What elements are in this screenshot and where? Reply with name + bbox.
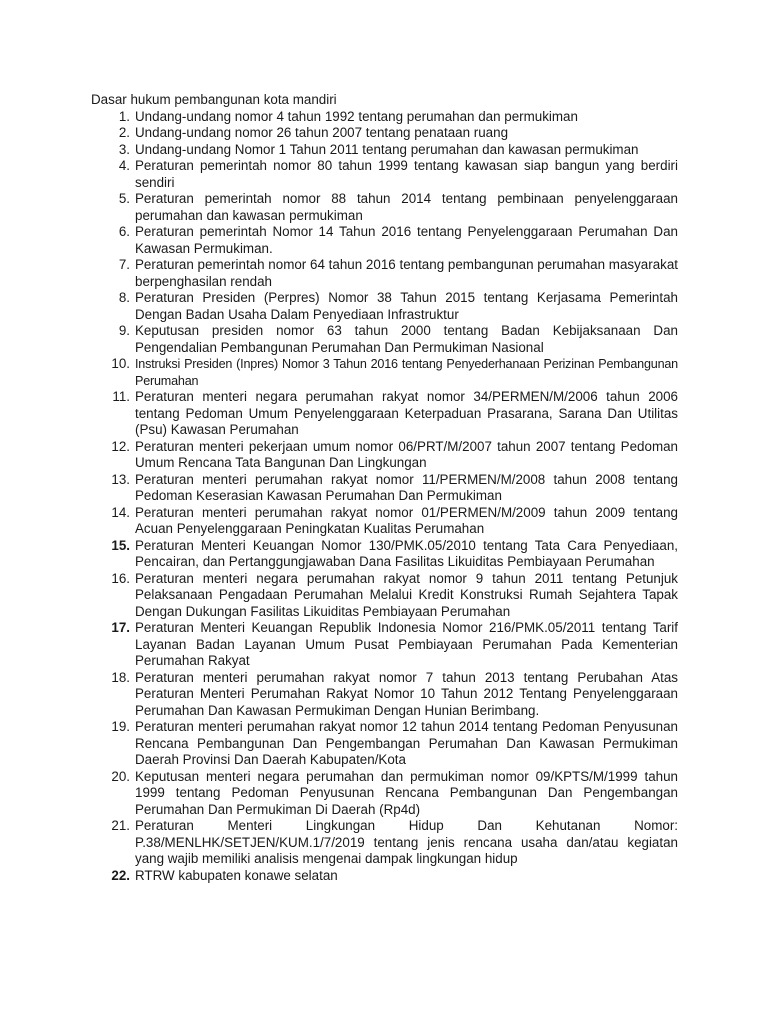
item-text: Peraturan menteri negara perumahan rakyat nomor 9 tahun 2011 tentang Petunjuk Pelaksanaan Pengadaan Perumahan Melalui Kredit Konstruksi Rumah Sejahtera Tapak Dengan Dukungan Fasilitas Likuiditas Pembiayaan Perumahan [135,570,678,619]
list-item [91,868,678,885]
list-item [91,505,678,538]
legal-basis-list [91,109,678,885]
list-item [91,125,678,142]
item-number: 6. [118,224,130,239]
item-number: 2. [118,125,130,140]
item-text: Peraturan menteri pekerjaan umum nomor 06/PRT/M/2007 tahun 2007 tentang Pedoman Umum Rencana Tata Bangunan Dan Lingkungan [135,438,678,470]
item-number: 13. [111,471,130,487]
list-item [91,224,678,257]
item-text: Peraturan Presiden (Perpres) Nomor 38 Tahun 2015 tentang Kerjasama Pemerintah Dengan Badan Usaha Dalam Penyediaan Infrastruktur [135,290,678,322]
item-number: 9. [118,323,130,338]
item-text: Peraturan pemerintah nomor 80 tahun 1999 tentang kawasan siap bangun yang berdiri sendiri [135,158,678,190]
list-item [91,356,678,389]
item-number: 17. [111,620,130,635]
list-item [91,571,678,621]
item-text: Peraturan Menteri Keuangan Nomor 130/PMK.05/2010 tentang Tata Cara Penyediaan, Pencairan, dan Pertanggungjawaban Dana Fasilitas Likuiditas Pembiayaan Perumahan [135,537,678,569]
list-item [91,538,678,571]
item-text: Undang-undang nomor 26 tahun 2007 tentang penataan ruang [135,125,509,140]
item-number: 19. [111,719,130,734]
item-text: Peraturan Menteri Lingkungan Hidup Dan Kehutanan Nomor: P.38/MENLHK/SETJEN/KUM.1/7/2019 tentang jenis rencana usaha dan/atau kegiatan yang wajib memiliki analisis mengenai dampak lingkungan hidup [135,818,678,866]
item-text: Keputusan menteri negara perumahan dan permukiman nomor 09/KPTS/M/1999 tahun 1999 tentang Pedoman Penyusunan Rencana Pembangunan Dan Pengembangan Perumahan Dan Permukiman Di Daerah (Rp4d) [135,768,678,817]
item-number: 8. [118,290,130,305]
document-page [91,92,678,884]
item-text: Peraturan menteri perumahan rakyat nomor 01/PERMEN/M/2009 tahun 2009 tentang Acuan Penyelenggaraan Peningkatan Kualitas Perumahan [135,504,678,536]
item-text: Peraturan menteri perumahan rakyat nomor 11/PERMEN/M/2008 tahun 2008 tentang Pedoman Keserasian Kawasan Perumahan Dan Permukiman [135,471,678,503]
list-item [91,142,678,159]
list-item [91,439,678,472]
item-text: Undang-undang Nomor 1 Tahun 2011 tentang perumahan dan kawasan permukiman [135,141,639,157]
item-text: Undang-undang nomor 4 tahun 1992 tentang perumahan dan permukiman [135,108,578,124]
list-item [91,323,678,356]
item-number: 3. [118,141,130,157]
item-number: 4. [118,158,130,173]
item-number: 7. [118,257,130,272]
list-item [91,109,678,126]
item-number: 14. [111,504,130,520]
list-item [91,191,678,224]
list-item [91,620,678,670]
document-title: Dasar hukum pembangunan kota mandiri [91,92,337,107]
list-item [91,769,678,819]
item-text: Peraturan menteri negara perumahan rakyat nomor 34/PERMEN/M/2006 tahun 2006 tentang Pedoman Umum Penyelenggaraan Keterpaduan Prasarana, Sarana Dan Utilitas (Psu) Kawasan Perumahan [135,389,678,437]
list-item [91,472,678,505]
list-item [91,670,678,720]
item-text: Peraturan pemerintah Nomor 14 Tahun 2016 tentang Penyelenggaraan Perumahan Dan Kawasan Permukiman. [135,224,678,256]
item-number: 12. [111,438,130,454]
item-text: Peraturan menteri perumahan rakyat nomor 12 tahun 2014 tentang Pedoman Penyusunan Rencana Pembangunan Dan Pengembangan Perumahan Dan Kawasan Permukiman Daerah Provinsi Dan Daerah Kabupaten/Kota [135,719,678,767]
list-item [91,290,678,323]
item-text: Instruksi Presiden (Inpres) Nomor 3 Tahun 2016 tentang Penyederhanaan Perizinan Pembangunan Perumahan [135,357,678,388]
list-item [91,818,678,868]
item-text: Keputusan presiden nomor 63 tahun 2000 tentang Badan Kebijaksanaan Dan Pengendalian Pembangunan Perumahan Dan Permukiman Nasional [135,323,678,355]
item-text: Peraturan pemerintah nomor 64 tahun 2016 tentang pembangunan perumahan masyarakat berpenghasilan rendah [135,257,678,289]
item-number: 5. [118,191,130,206]
list-item [91,158,678,191]
item-number: 16. [111,570,130,586]
item-number: 22. [111,867,130,883]
item-text: Peraturan pemerintah nomor 88 tahun 2014 tentang pembinaan penyelenggaraan perumahan dan kawasan permukiman [135,191,678,223]
item-number: 11. [112,389,130,404]
item-number: 10. [111,356,130,371]
item-number: 1. [118,108,130,124]
item-number: 20. [111,768,130,784]
item-text: Peraturan Menteri Keuangan Republik Indonesia Nomor 216/PMK.05/2011 tentang Tarif Layanan Badan Layanan Umum Pusat Pembiayaan Perumahan Pada Kementerian Perumahan Rakyat [135,620,678,668]
list-item [91,719,678,769]
item-number: 21. [111,818,130,833]
item-number: 18. [111,669,130,685]
item-number: 15. [111,537,130,553]
item-text: Peraturan menteri perumahan rakyat nomor 7 tahun 2013 tentang Perubahan Atas Peraturan Menteri Perumahan Rakyat Nomor 10 Tahun 2012 Tentang Penyelenggaraan Perumahan Dan Kawasan Permukiman Dengan Hunian Berimbang. [135,669,678,718]
list-item [91,389,678,439]
list-item [91,257,678,290]
item-text: RTRW kabupaten konawe selatan [135,867,338,883]
